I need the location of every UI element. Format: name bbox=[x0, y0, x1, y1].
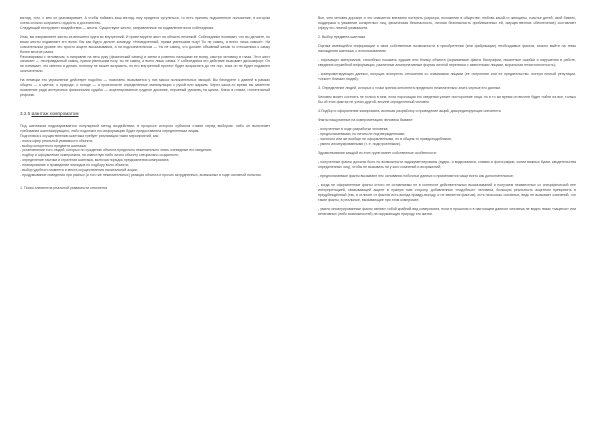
left-page-paragraph: - выбор конкретного предмета шантажа; bbox=[20, 143, 87, 148]
right-page-paragraph: - полученные в ходе разработки человека; bbox=[318, 127, 389, 132]
right-page-paragraph: - порочащих материалов, способных показать худшие или близку объекта (скрываемые факты биографии, пикантные ошибки и нарушения в работе, сведения служебной информации, различные альтернативные формы личной переписки с известными лицами, моральная нечистоплотность); bbox=[318, 58, 576, 67]
left-page-paragraph: - выбор удобного момента и места осуществления налитальной акции; bbox=[20, 168, 138, 173]
left-page-paragraph: Разговаривая с человеком, и направлю на него руку (физический самец) и затем и ровенно пальцами ее вонзу, смотря человеку в глаза. Этот жест означает — неоправданный самец, прими уменьшим позу, ты не самец, а всего лишь самка. У собеседника это действие вызывает дискомфорт. Он не понимает, что именно я делаю, поэтому не может возразить, но его внутренний протест будет возрастать до тех пор, пока он не будет подавлен окончательно. bbox=[20, 54, 270, 74]
right-page-paragraph: 3. Определение людей, которых с точки зрения оппонента предельно нежелательно знать черные его данные. bbox=[318, 86, 502, 90]
right-page-paragraph: 4.Подбор и оформление компромата, включая разработку и проведение акций, дискредитирующих оппонента bbox=[318, 109, 501, 114]
right-page-paragraph: - компрометирующих данных, могущих испортить отношения со значимыми лицами (ее очернение или ее предательство, потери личной репутации, «сексе» близких людей); bbox=[318, 72, 576, 81]
left-page-paragraph: На немецки это упражнение действует подобно — помогаем, вызывается у них масса положительных эмоций. Вы беседуете с давней в рамках общего — о цветах, о природе, о погоде — и произносите определенные манипуляции с рукой или жарким. Через какое-то время вы заметите появление ряда интересных физиономия судьбы — акцентированное грудное дыхание, неровный румянец на щеках, блеск в глазах, глотательный рефлекс. bbox=[20, 78, 270, 98]
right-page-paragraph: - умело инсинуированными (т. е. подстроенными). bbox=[318, 142, 401, 146]
left-page-paragraph: Под шантажом подразумевается популярный метод воздействия, в процессе которого субъекта ставят перед выбором: либо он выполняет требования шантажирующего, либо подлежит его информацию будет предоставлена определенным лицам. bbox=[20, 123, 270, 133]
right-page-paragraph: - когда не оформленные факты оттого не оставляемы не в контексте действительных высказываний и получаем неизвестных со специфической нее интерпретацией, связывающей акцент в нужную нам сторону, добавленные «подобных» человека, большую реальность акцентом превратить в предубеждённый (так, в отличие от фактов есть всегда правду-выгоду, и не является фактом); есть несколько основных, ведь не вызывает сомнений, что такие факты, в реальные, вызывающие при этом компромат; bbox=[318, 183, 576, 202]
left-page-paragraph: 1. Поиск элементов реальной уязвимости оппонента bbox=[20, 186, 108, 191]
right-page-paragraph: - умело инсинуированные факты являют собой крайний вид компромата, если в прошлом и в настоящем данного человека не видно никак «зацепок» или негативных (либо возможностей) на окружающую природу его жизни. bbox=[318, 207, 576, 216]
left-page-paragraph: Подготовка к осуществлению шантажа требует реализации таких мероприятий, как: bbox=[20, 133, 159, 138]
left-page-paragraph: - определение тактики и стратегии шантажа, включая порядок предъявления компромата; bbox=[20, 158, 170, 163]
section-number: 3.2.5 bbox=[20, 110, 32, 116]
left-page-paragraph: - поиск сфер реальной уязвимости объекта; bbox=[20, 138, 93, 143]
left-page-paragraph: - планирование и проведение эпизодов по подбору воли объекта; bbox=[20, 163, 129, 168]
right-page-paragraph: Все, чем человек дорожит и что опасается внезапно потерять (карьера, положение в обществе, любовь какой-то женщины, счастье детей, свой бизнес, поддержка и уважение конкретных лиц, физическая безопасность, личная безопасность приближенных ей, имущественное обеспечение) составляет сферу его личной уязвимости. bbox=[318, 16, 576, 30]
right-page bbox=[318, 16, 576, 414]
right-page-paragraph: 2. Выбор предмета шантажа bbox=[318, 34, 366, 39]
right-page-paragraph: - предполагаемыми, но ничем не подтвержденными; bbox=[318, 132, 406, 137]
right-page-paragraph: Факты нащупанные на компрометацию человека бывают: bbox=[318, 118, 414, 123]
right-page-paragraph: - полученные факты должны быть по возможности задокументированы (аудио- и видеозаписи, снимки и фотографии, копии важных бумаг, свидетельства определенных лиц), чтобы не вызывать ни у кого сомнений и возражений; bbox=[318, 160, 576, 170]
right-page-paragraph: Оценка имеющейся информации и свои собственные возможности в приобретении (или фабрикации) необходимых фактов, можно выйти на темы нахождения шантажа, с использованием: bbox=[318, 44, 576, 53]
left-page-paragraph: Итак, вы направляете жесты из внешнего круга во внутренний. И ориентируете жест на область печенкой. Собеседнике понимает, что вы делаете, но ваши жесты подавляют его волю. Вы как будто делите команду: «Немедленный, прими уменьшим позу! Ты не самец, а всего лишь самка!». На сознательном уровне это просто акцент высказывания, а на подсознательном — ‘ты не самец, что должен объявный жесак то отношениях к самку более многие разна. bbox=[20, 34, 270, 54]
right-page-paragraph: - предполагаемые факты вызывают нес основании побочных данных и применяются чаще всего как дополнительные; bbox=[318, 174, 514, 179]
left-page-paragraph: - подбор и оформление компромата, на известную либо лично объекту специально созданного; bbox=[20, 153, 179, 158]
right-page-paragraph: Человек может состоять не только в нем, если порочащая его сведения узнает посторонние лица, но в то же время он вполне будет пойти на все, только бы об этих фактах не узнал другой, вполне определенный человек. bbox=[318, 95, 576, 104]
left-page-paragraph: взгляд, того, с кем он разговаривает. А чтобы поймать ваш взгляд, ему придется сутулиться, то есть принять подчиненное положение, в котором очень сложно сохранить гордость и достоинство. bbox=[20, 16, 270, 25]
left-page-paragraph: Следующий инструмент воздействия — жесты. Существуют жесты, направленные на подавление воли собеседника. bbox=[20, 25, 215, 30]
left-page-paragraph: - установление того людей, которых по суждению объекта предельно нежелательно знать очевидные его сведения; bbox=[20, 148, 212, 153]
right-page-paragraph: - частично или же вообще не оформленными, но в общем-то правдоподобными; bbox=[318, 137, 452, 142]
right-page-paragraph: Здравствование каждой из этих групп имеет собственные особенности: bbox=[318, 151, 437, 156]
left-page bbox=[20, 16, 270, 414]
section-title: Шантаж компроматом bbox=[31, 110, 79, 116]
left-page-paragraph: - продумывание поведения при разных (и того же нежелательных) реакции объекта и прочих затрудненных, возможных в ходе основной попытки. bbox=[20, 172, 262, 177]
